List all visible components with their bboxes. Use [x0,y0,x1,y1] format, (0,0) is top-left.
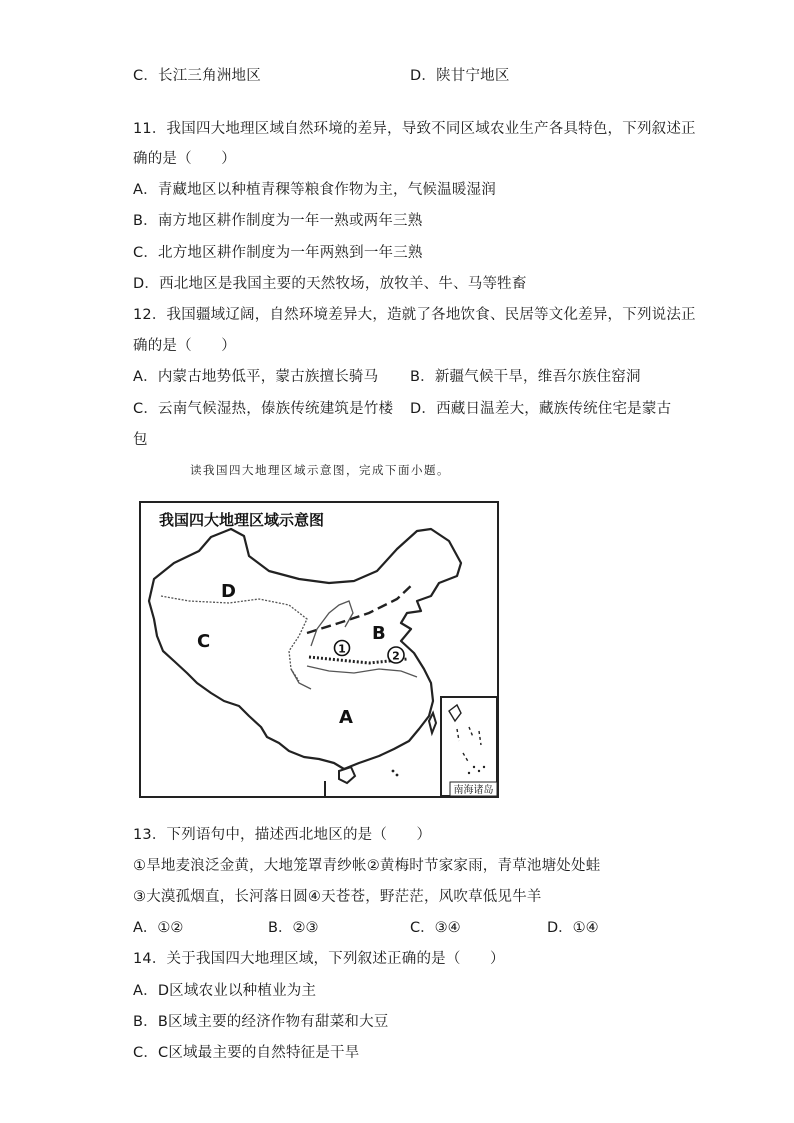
region-label-d: D [221,581,236,602]
q13-option-b: B．②③ [268,920,319,936]
regions-map [139,501,499,798]
q11-option-b: B．南方地区耕作制度为一年一熟或两年三熟 [133,213,423,229]
marker-1 [335,641,350,656]
q13-statement-line2: ③大漠孤烟直，长河落日圆④天苍苍，野茫茫，风吹草低见牛羊 [133,889,542,905]
q13-stem: 13．下列语句中，描述西北地区的是（ ） [133,827,432,843]
q10-option-d: D．陕甘宁地区 [410,68,510,84]
inset-label: 南海诸岛 [453,785,494,796]
region-label-c: C [197,631,211,652]
q14-option-c: C．C区域最主要的自然特征是干旱 [133,1045,360,1061]
q12-option-c: C．云南气候湿热，傣族传统建筑是竹楼 [133,401,394,417]
q11-stem-line2: 确的是（ ） [133,151,236,167]
q14-option-b: B．B区域主要的经济作物有甜菜和大豆 [133,1014,389,1030]
marker-2 [388,647,404,663]
q13-option-a: A．①② [133,920,184,936]
q10-option-c: C．长江三角洲地区 [133,68,261,84]
map-title: 我国四大地理区域示意图 [159,511,325,529]
q13-statement-line1: ①旱地麦浪泛金黄，大地笼罩青纱帐②黄梅时节家家雨，青草池塘处处蛙 [133,858,601,874]
q14-stem: 14．关于我国四大地理区域，下列叙述正确的是（ ） [133,951,505,967]
region-label-a: A [339,707,353,728]
q12-option-d-line1: D．西藏日温差大，藏族传统住宅是蒙古 [410,401,672,417]
region-label-b: B [372,623,386,644]
q12-stem-line2: 确的是（ ） [133,338,236,354]
marker-1-label: 1 [338,642,346,656]
q13-option-c: C．③④ [410,920,461,936]
marker-2-label: 2 [392,649,400,663]
q11-stem-line1: 11．我国四大地理区域自然环境的差异，导致不同区域农业生产各具特色，下列叙述正 [133,121,696,137]
q14-option-a: A．D区域农业以种植业为主 [133,983,317,999]
map-instruction: 读我国四大地理区域示意图，完成下面小题。 [190,463,450,477]
q12-stem-line1: 12．我国疆域辽阔，自然环境差异大，造就了各地饮食、民居等文化差异，下列说法正 [133,307,696,323]
q12-option-d-line2: 包 [133,432,148,448]
q11-option-c: C．北方地区耕作制度为一年两熟到一年三熟 [133,245,423,261]
q13-option-d: D．①④ [547,920,599,936]
q12-option-b: B．新疆气候干旱，维吾尔族住窑洞 [410,369,641,385]
q11-option-d: D．西北地区是我国主要的天然牧场，放牧羊、牛、马等牲畜 [133,276,527,292]
q12-option-a: A．内蒙古地势低平，蒙古族擅长骑马 [133,369,379,385]
q11-option-a: A．青藏地区以种植青稞等粮食作物为主，气候温暖湿润 [133,182,496,198]
